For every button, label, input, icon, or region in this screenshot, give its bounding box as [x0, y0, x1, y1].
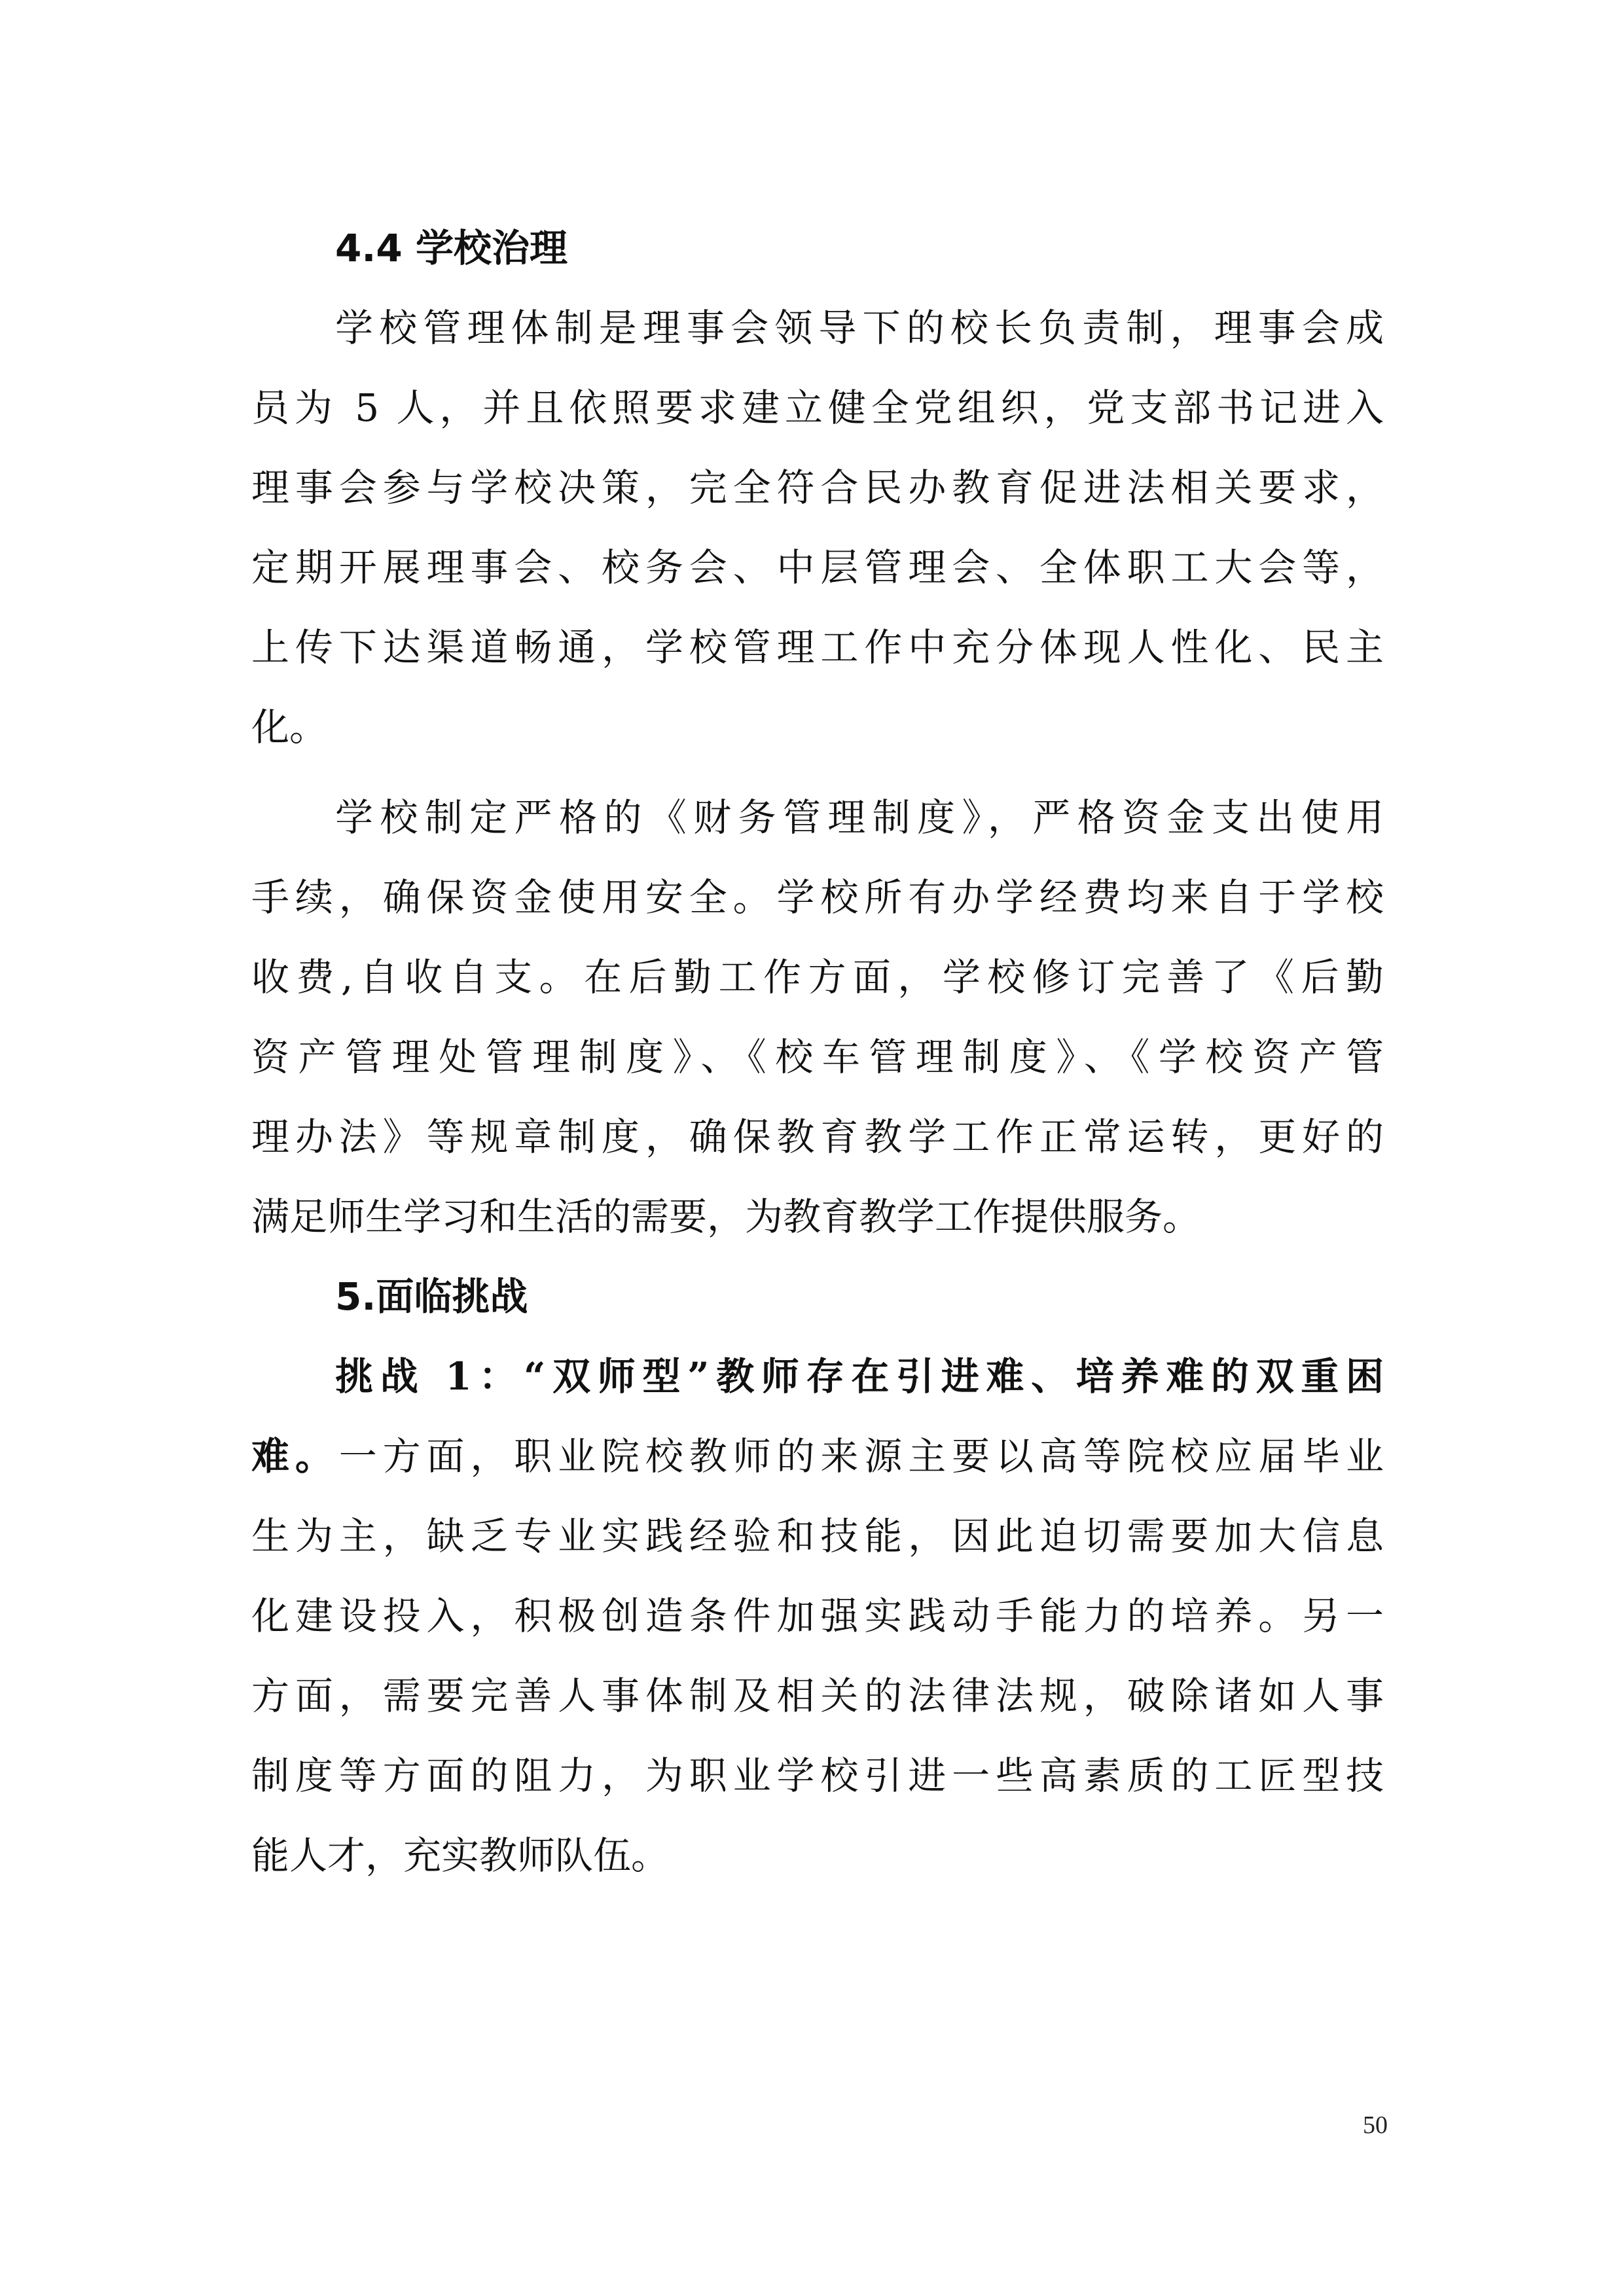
paragraph-line: 生为主，缺乏专业实践经验和技能，因此迫切需要加大信息: [251, 1514, 1384, 1558]
paragraph-line: 上传下达渠道畅通，学校管理工作中充分体现人性化、民主: [251, 625, 1384, 670]
paragraph-line: 方面，需要完善人事体制及相关的法律法规，破除诸如人事: [251, 1674, 1384, 1718]
challenge-1-text: 一方面，职业院校教师的来源主要以高等院校应届毕业: [338, 1434, 1384, 1479]
paragraph-line: 学校管理体制是理事会领导下的校长负责制，理事会成: [335, 306, 1384, 350]
challenge-1-title-tail: 难。: [251, 1434, 339, 1479]
section-heading-5: 5.面临挑战: [335, 1274, 528, 1319]
paragraph-line: 定期开展理事会、校务会、中层管理会、全体职工大会等，: [251, 545, 1384, 590]
challenge-1-title: 挑战 1：“双师型”教师存在引进难、培养难的双重困: [335, 1354, 1384, 1399]
paragraph-line: [251, 1416, 1384, 1496]
paragraph-line: 理办法》等规章制度，确保教育教学工作正常运转，更好的: [251, 1115, 1384, 1159]
paragraph-line: 能人才，充实教师队伍。: [251, 1833, 670, 1878]
paragraph-line: 员为 5 人，并且依照要求建立健全党组织，党支部书记进入: [251, 386, 1384, 430]
section-heading-4-4: 4.4 学校治理: [335, 226, 568, 270]
paragraph-line: 满足师生学习和生活的需要，为教育教学工作提供服务。: [251, 1194, 1201, 1239]
paragraph-line: 化建设投入，积极创造条件加强实践动手能力的培养。另一: [251, 1594, 1384, 1638]
paragraph-line: 手续，确保资金使用安全。学校所有办学经费均来自于学校: [251, 875, 1384, 920]
paragraph-line: 制度等方面的阻力，为职业学校引进一些高素质的工匠型技: [251, 1753, 1384, 1798]
paragraph-line: 化。: [251, 705, 328, 749]
paragraph-line: 理事会参与学校决策，完全符合民办教育促进法相关要求，: [251, 465, 1384, 510]
paragraph-line: 学校制定严格的《财务管理制度》，严格资金支出使用: [335, 795, 1384, 840]
paragraph-line: 资产管理处管理制度》、《校车管理制度》、《学校资产管: [251, 1035, 1384, 1079]
paragraph-line: 收费,自收自支。在后勤工作方面，学校修订完善了《后勤: [251, 955, 1384, 999]
page-number: 50: [1363, 2111, 1388, 2139]
